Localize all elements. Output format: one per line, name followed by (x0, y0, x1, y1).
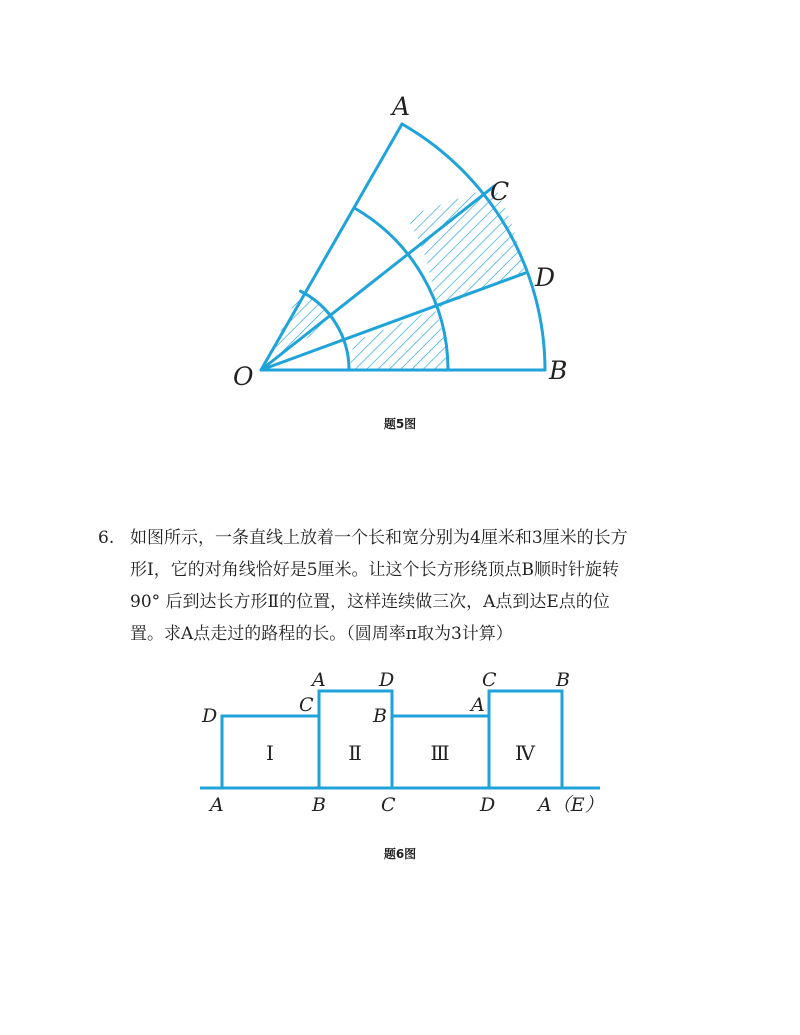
rect-label-III: Ⅲ (430, 741, 450, 765)
bottom-D: D (480, 794, 496, 816)
vertex-A-r3: A (471, 694, 485, 716)
rect-label-II: Ⅱ (348, 741, 362, 765)
rect-label-IV: Ⅳ (515, 741, 535, 765)
problem-number: 6. (98, 528, 115, 548)
problem-line-1: 6. 如图所示，一条直线上放着一个长和宽分别为4厘米和3厘米的长方 (98, 522, 718, 554)
figure-6-rectangles-diagram (0, 660, 800, 820)
rect-label-I: Ⅰ (266, 741, 274, 765)
vertex-C-r4: C (482, 669, 497, 691)
label-C: C (490, 177, 510, 206)
figure-6-caption: 题6图 (383, 847, 417, 861)
bottom-B: B (312, 794, 326, 816)
bottom-A-E: A（E） (538, 794, 604, 816)
figure-5-sector-diagram (0, 0, 800, 440)
vertex-C-r1: C (299, 694, 314, 716)
vertex-D-r1: D (202, 705, 218, 727)
label-O: O (233, 362, 254, 391)
vertex-B-r4: B (556, 669, 570, 691)
problem-line-4: 置。求A点走过的路程的长。（圆周率π取为3计算） (130, 624, 513, 644)
label-A: A (392, 92, 411, 121)
vertex-B-r2: B (373, 705, 387, 727)
problem-line-2: 形Ⅰ，它的对角线恰好是5厘米。让这个长方形绕顶点B顺时针旋转 (130, 560, 620, 580)
rectangle-IV (489, 691, 562, 788)
problem-line-3: 90° 后到达长方形Ⅱ的位置，这样连续做三次，A点到达E点的位 (130, 592, 610, 612)
label-B: B (549, 356, 568, 385)
vertex-A-r2: A (312, 669, 326, 691)
vertex-D-r2: D (379, 669, 395, 691)
figure-5-caption: 题5图 (383, 417, 417, 431)
bottom-A: A (210, 794, 224, 816)
label-D: D (535, 263, 556, 292)
problem-6-text (98, 522, 718, 650)
bottom-C: C (381, 794, 396, 816)
